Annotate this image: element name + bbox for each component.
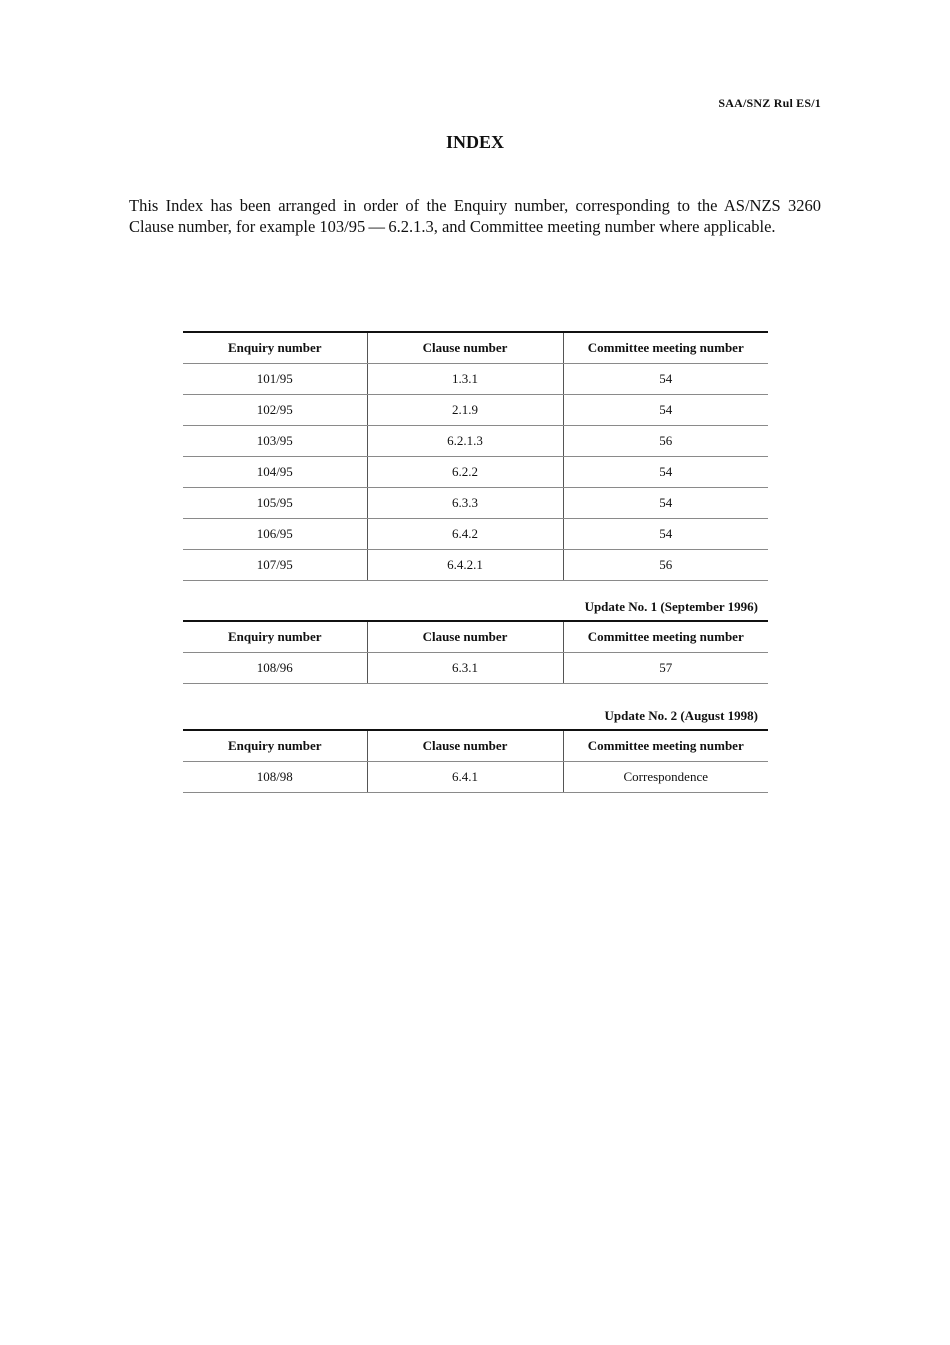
table-row xyxy=(183,395,768,426)
committee-meeting-cell: 54 xyxy=(563,364,768,395)
committee-meeting-cell: 56 xyxy=(563,550,768,581)
page-title: INDEX xyxy=(445,132,504,152)
committee-meeting-header: Committee meeting number xyxy=(563,730,768,762)
table-row xyxy=(183,519,768,550)
table-header-row xyxy=(183,730,768,762)
update-1-section xyxy=(183,598,768,684)
table-header-row xyxy=(183,621,768,653)
enquiry-number-cell: 102/95 xyxy=(183,395,367,426)
update-2-table xyxy=(183,729,768,793)
enquiry-number-cell: 101/95 xyxy=(183,364,367,395)
committee-meeting-cell: 54 xyxy=(563,488,768,519)
clause-number-header: Clause number xyxy=(367,730,563,762)
table-row xyxy=(183,762,768,793)
table-row xyxy=(183,364,768,395)
committee-meeting-header: Committee meeting number xyxy=(563,332,768,364)
document-reference: SAA/SNZ Rul ES/1 xyxy=(718,96,821,110)
table-header-row xyxy=(183,332,768,364)
enquiry-number-cell: 107/95 xyxy=(183,550,367,581)
enquiry-number-cell: 108/98 xyxy=(183,762,367,793)
clause-number-cell: 6.3.1 xyxy=(367,653,563,684)
update-2-caption: Update No. 2 (August 1998) xyxy=(604,708,758,723)
clause-number-cell: 6.4.2.1 xyxy=(367,550,563,581)
committee-meeting-header: Committee meeting number xyxy=(563,621,768,653)
enquiry-number-header: Enquiry number xyxy=(183,332,367,364)
index-table xyxy=(183,331,768,581)
committee-meeting-cell: 56 xyxy=(563,426,768,457)
committee-meeting-cell: 54 xyxy=(563,519,768,550)
table-row xyxy=(183,653,768,684)
clause-number-header: Clause number xyxy=(367,621,563,653)
clause-number-cell: 2.1.9 xyxy=(367,395,563,426)
intro-paragraph: This Index has been arranged in order of the Enquiry number, corresponding to the AS/NZS 3260 Clause number, for example 103/95 — 6.2.1.3, and Committee meeting number where applicable. xyxy=(129,196,821,236)
enquiry-number-header: Enquiry number xyxy=(183,621,367,653)
clause-number-cell: 6.3.3 xyxy=(367,488,563,519)
clause-number-cell: 6.4.1 xyxy=(367,762,563,793)
update-2-section xyxy=(183,707,768,793)
clause-number-cell: 1.3.1 xyxy=(367,364,563,395)
clause-number-cell: 6.4.2 xyxy=(367,519,563,550)
clause-number-cell: 6.2.2 xyxy=(367,457,563,488)
table-row xyxy=(183,457,768,488)
index-table-section xyxy=(183,331,768,581)
clause-number-cell: 6.2.1.3 xyxy=(367,426,563,457)
committee-meeting-cell: 57 xyxy=(563,653,768,684)
committee-meeting-cell: 54 xyxy=(563,395,768,426)
committee-meeting-cell: Correspondence xyxy=(563,762,768,793)
committee-meeting-cell: 54 xyxy=(563,457,768,488)
enquiry-number-cell: 108/96 xyxy=(183,653,367,684)
table-row xyxy=(183,488,768,519)
enquiry-number-cell: 104/95 xyxy=(183,457,367,488)
table-row xyxy=(183,550,768,581)
clause-number-header: Clause number xyxy=(367,332,563,364)
enquiry-number-cell: 106/95 xyxy=(183,519,367,550)
enquiry-number-cell: 103/95 xyxy=(183,426,367,457)
table-row xyxy=(183,426,768,457)
update-1-caption: Update No. 1 (September 1996) xyxy=(584,599,758,614)
update-1-table xyxy=(183,620,768,684)
enquiry-number-cell: 105/95 xyxy=(183,488,367,519)
enquiry-number-header: Enquiry number xyxy=(183,730,367,762)
